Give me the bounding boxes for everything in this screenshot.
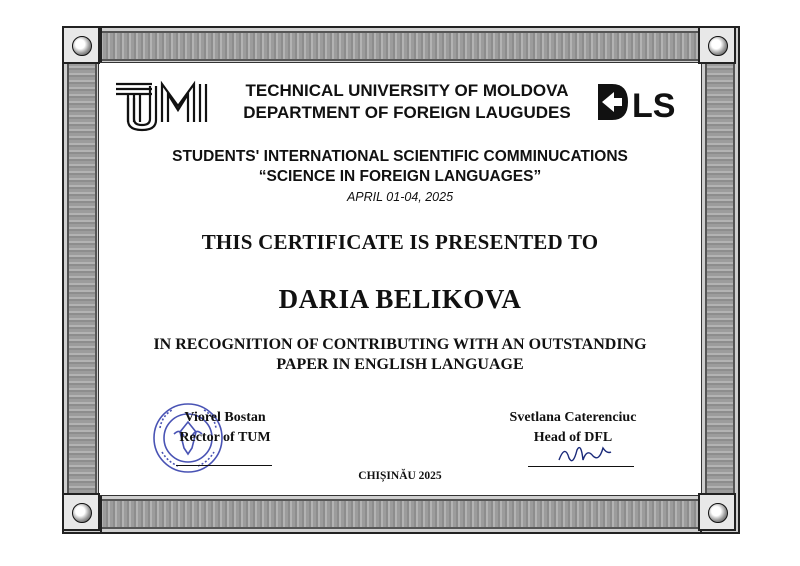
frame-corner-bottom-right bbox=[698, 493, 736, 531]
rector-signature-block bbox=[160, 408, 290, 448]
recognition-line-1: IN RECOGNITION OF CONTRIBUTING WITH AN OUTSTANDING bbox=[153, 336, 647, 353]
dls-logo bbox=[588, 76, 698, 146]
conference-date: APRIL 01-04, 2025 bbox=[346, 190, 454, 204]
head-name: Svetlana Caterenciuc bbox=[509, 410, 637, 425]
rector-name: Viorel Bostan bbox=[184, 410, 266, 425]
conference-line-2: “SCIENCE IN FOREIGN LANGUAGES” bbox=[258, 168, 542, 185]
recipient-name: DARIA BELIKOVA bbox=[278, 284, 522, 314]
recognition-text bbox=[120, 335, 680, 375]
head-title: Head of DFL bbox=[533, 430, 613, 445]
department-name: DEPARTMENT OF FOREIGN LAUGUDES bbox=[243, 103, 571, 122]
conference-line-1: STUDENTS' INTERNATIONAL SCIENTIFIC COMMINUCATIONS bbox=[172, 148, 628, 165]
tum-logo bbox=[112, 76, 212, 134]
recognition-line-2: PAPER IN ENGLISH LANGUAGE bbox=[276, 356, 524, 373]
rivet-icon bbox=[708, 503, 728, 523]
frame-top-bar bbox=[62, 26, 740, 66]
handwritten-signature bbox=[555, 440, 615, 466]
frame-bottom-bar bbox=[62, 494, 740, 534]
certificate-heading: THIS CERTIFICATE IS PRESENTED TO bbox=[201, 230, 599, 254]
place-and-year: CHIȘINĂU 2025 bbox=[358, 470, 442, 482]
frame-left-bar bbox=[62, 26, 102, 534]
rivet-icon bbox=[72, 503, 92, 523]
rector-signature-line bbox=[176, 465, 272, 466]
university-header bbox=[232, 80, 582, 124]
conference-title bbox=[150, 147, 650, 187]
dls-logo-mark bbox=[588, 76, 698, 146]
svg-text:LS: LS bbox=[632, 87, 676, 125]
rivet-icon bbox=[708, 36, 728, 56]
head-signature-line bbox=[528, 466, 634, 467]
frame-corner-top-right bbox=[698, 26, 736, 64]
rector-title: Rector of TUM bbox=[179, 430, 271, 445]
rivet-icon bbox=[72, 36, 92, 56]
frame-corner-top-left bbox=[62, 26, 100, 64]
frame-right-bar bbox=[700, 26, 740, 534]
university-name: TECHNICAL UNIVERSITY OF MOLDOVA bbox=[245, 81, 569, 100]
frame-corner-bottom-left bbox=[62, 493, 100, 531]
